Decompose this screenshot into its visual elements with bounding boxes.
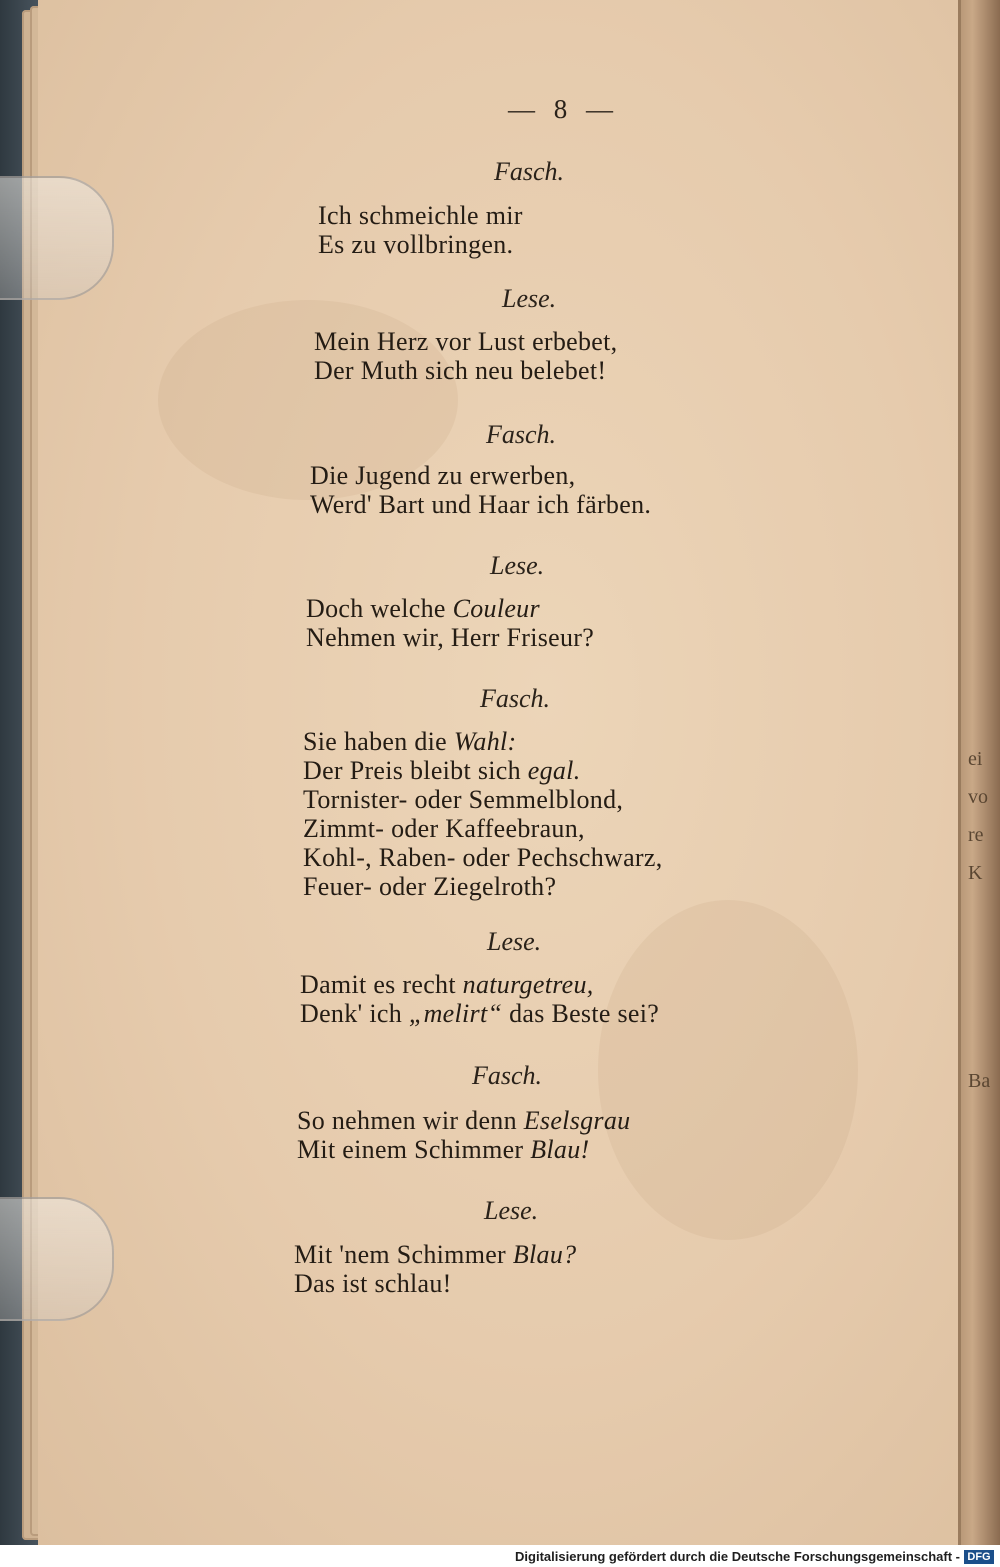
verse-line: Mit 'nem Schimmer Blau? [294,1240,577,1269]
verse-line: Tornister- oder Semmelblond, [303,785,624,814]
speaker-name: Lese. [484,1196,539,1225]
verse-block [294,1240,576,1298]
verse-line: Der Preis bleibt sich egal. [303,756,581,785]
verse-line: Mit einem Schimmer Blau! [297,1135,590,1164]
page-holder-clip [0,1197,114,1321]
verse-block [314,327,617,385]
verse-block [306,594,594,652]
verse-block [300,970,659,1028]
verse-block [297,1106,630,1164]
verse-block [303,727,663,901]
verse-line: Es zu vollbringen. [318,230,514,259]
speaker-name: Fasch. [494,157,565,186]
speaker-name: Lese. [502,284,557,313]
verse-line: Feuer- oder Ziegelroth? [303,872,557,901]
verse-block [310,461,651,519]
page-holder-clip [0,176,114,300]
next-page-fragment: Ba [968,1070,991,1092]
next-page-fragment: ei [968,748,983,770]
verse-line: Zimmt- oder Kaffeebraun, [303,814,585,843]
speaker-name: Lese. [490,551,545,580]
verse-line: Sie haben die Wahl: [303,727,517,756]
verse-line: Kohl-, Raben- oder Pechschwarz, [303,843,663,872]
verse-line: Nehmen wir, Herr Friseur? [306,623,595,652]
speaker-name: Lese. [487,927,542,956]
verse-line: Ich schmeichle mir [318,201,523,230]
verse-line: Werd' Bart und Haar ich färben. [310,490,652,519]
next-page-fragment: K [968,862,983,884]
next-page-fragments [968,740,998,1100]
verse-block [318,201,523,259]
verse-line: Die Jugend zu erwerben, [310,461,576,490]
speaker-name: Fasch. [480,684,551,713]
footer-credit: Digitalisierung gefördert durch die Deutsche Forschungsgemeinschaft - [515,1549,960,1564]
verse-line: Denk' ich „melirt“ das Beste sei? [300,999,660,1028]
verse-line: Der Muth sich neu belebet! [314,356,607,385]
dfg-logo-icon: DFG [964,1550,994,1564]
verse-line: Mein Herz vor Lust erbebet, [314,327,618,356]
footer-band [0,1545,1000,1567]
next-page-fragment: vo [968,786,988,808]
verse-line: Damit es recht naturgetreu, [300,970,594,999]
speaker-name: Fasch. [472,1061,543,1090]
book-page [38,0,961,1545]
next-page-fragment: re [968,824,984,846]
verse-line: Doch welche Couleur [306,594,540,623]
page-content [38,0,958,1545]
verse-line: So nehmen wir denn Eselsgrau [297,1106,631,1135]
speaker-name: Fasch. [486,420,557,449]
verse-line: Das ist schlau! [294,1269,452,1298]
page-number: — 8 — [508,94,619,124]
